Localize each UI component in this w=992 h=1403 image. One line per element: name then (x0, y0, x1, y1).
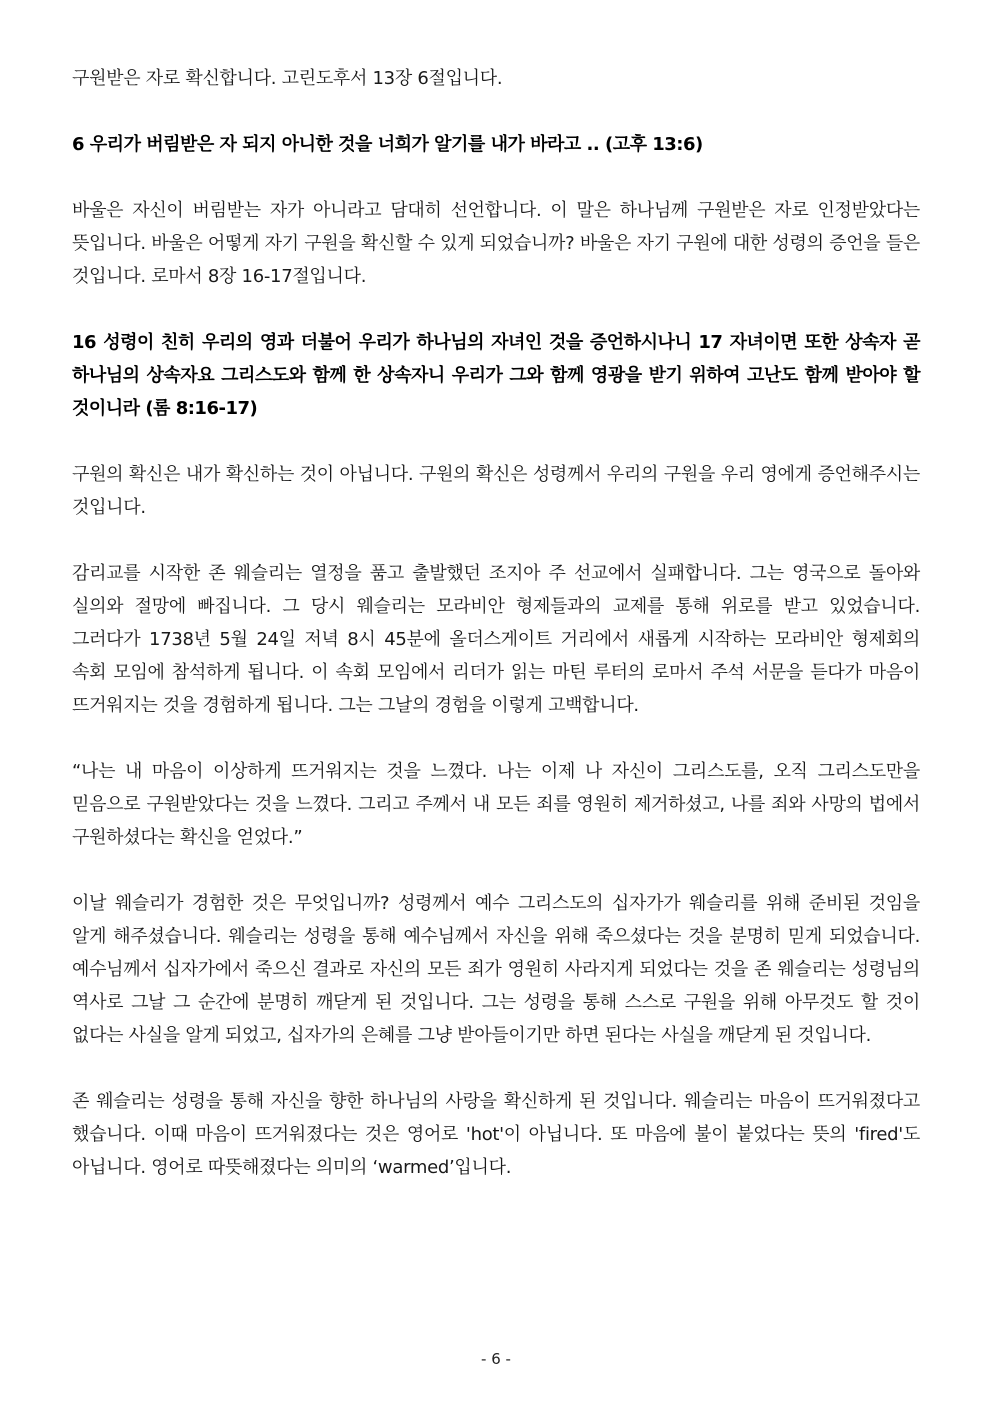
paragraph-assurance: 구원의 확신은 내가 확신하는 것이 아닙니다. 구원의 확신은 성령께서 우리의 구원을 우리 영에게 증언해주시는 것입니다. (72, 464, 920, 518)
paragraph-intro: 구원받은 자로 확신합니다. 고린도후서 13장 6절입니다. (72, 68, 503, 89)
scripture-quote-2cor-13-6: 6 우리가 버림받은 자 되지 아니한 것을 너희가 알기를 내가 바라고 .. (고후 13:6) (72, 134, 703, 155)
paragraph-heart-warmed: 존 웨슬리는 성령을 통해 자신을 향한 하나님의 사랑을 확신하게 된 것입니다. 웨슬리는 마음이 뜨거워졌다고 했습니다. 이때 마음이 뜨거워졌다는 것은 영어로 'hot'이 아닙니다. 또 마음에 불이 붙었다는 뜻의 'fired'도 아닙니다. 영어로 따뜻해졌다는 의미의 ‘warmed’입니다. (72, 1091, 920, 1178)
scripture-quote-rom-8-16-17: 16 성령이 친히 우리의 영과 더불어 우리가 하나님의 자녀인 것을 증언하시나니 17 자녀이면 또한 상속자 곧 하나님의 상속자요 그리스도와 함께 한 상속자니 우리가 그와 함께 영광을 받기 위하여 고난도 함께 받아야 할 것이니라 (롬 8:16-17) (72, 332, 920, 419)
page-number: - 6 - (481, 1350, 511, 1368)
document-body (72, 62, 920, 1184)
paragraph-paul-declaration: 바울은 자신이 버림받는 자가 아니라고 담대히 선언합니다. 이 말은 하나님께 구원받은 자로 인정받았다는 뜻입니다. 바울은 어떻게 자기 구원을 확신할 수 있게 되었습니까? 바울은 자기 구원에 대한 성령의 증언을 들은 것입니다. 로마서 8장 16-17절입니다. (72, 200, 920, 287)
paragraph-wesley-quote: “나는 내 마음이 이상하게 뜨거워지는 것을 느꼈다. 나는 이제 나 자신이 그리스도를, 오직 그리스도만을 믿음으로 구원받았다는 것을 느꼈다. 그리고 주께서 내 모든 죄를 영원히 제거하셨고, 나를 죄와 사망의 법에서 구원하셨다는 확신을 얻었다.” (72, 761, 920, 848)
paragraph-wesley-experience: 이날 웨슬리가 경험한 것은 무엇입니까? 성령께서 예수 그리스도의 십자가가 웨슬리를 위해 준비된 것임을 알게 해주셨습니다. 웨슬리는 성령을 통해 예수님께서 자신을 위해 죽으셨다는 것을 분명히 믿게 되었습니다. 예수님께서 십자가에서 죽으신 결과로 자신의 모든 죄가 영원히 사라지게 되었다는 것을 존 웨슬리는 성령님의 역사로 그날 그 순간에 분명히 깨닫게 된 것입니다. 그는 성령을 통해 스스로 구원을 위해 아무것도 할 것이 없다는 사실을 알게 되었고, 십자가의 은혜를 그냥 받아들이기만 하면 된다는 사실을 깨닫게 된 것입니다. (72, 893, 920, 1046)
paragraph-wesley-story: 감리교를 시작한 존 웨슬리는 열정을 품고 출발했던 조지아 주 선교에서 실패합니다. 그는 영국으로 돌아와 실의와 절망에 빠집니다. 그 당시 웨슬리는 모라비안 형제들과의 교제를 통해 위로를 받고 있었습니다. 그러다가 1738년 5월 24일 저녁 8시 45분에 올더스게이트 거리에서 새롭게 시작하는 모라비안 형제회의 속회 모임에 참석하게 됩니다. 이 속회 모임에서 리더가 읽는 마틴 루터의 로마서 주석 서문을 듣다가 마음이 뜨거워지는 것을 경험하게 됩니다. 그는 그날의 경험을 이렇게 고백합니다. (72, 563, 920, 716)
